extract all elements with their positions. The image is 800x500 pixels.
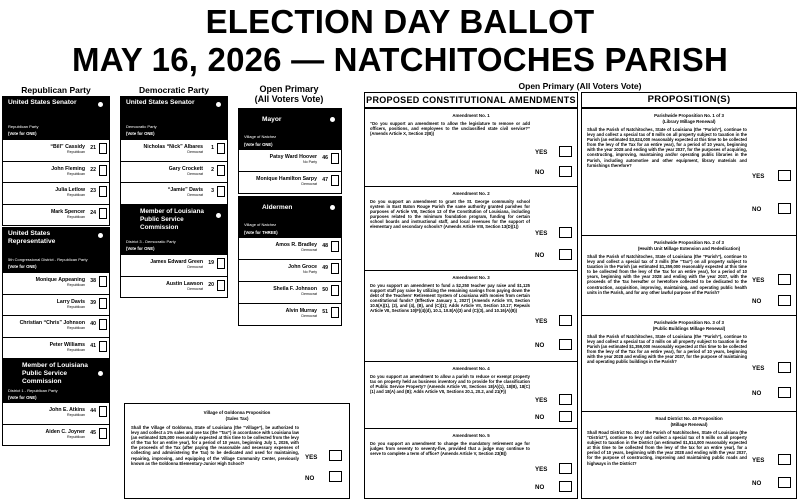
no-checkbox[interactable] xyxy=(559,166,572,177)
candidate-party: Republican xyxy=(67,171,85,176)
candidate-party: Republican xyxy=(67,283,85,287)
yes-checkbox[interactable] xyxy=(559,146,572,157)
measure-title: Amendment No. 2 xyxy=(452,191,490,196)
candidate-row[interactable] xyxy=(2,316,110,338)
candidate-number: 19 xyxy=(208,260,214,266)
office-psc-republican xyxy=(2,359,110,403)
measure-text: Do you support an amendment to grant the St. George community school system in East Baton Rouge Parish the same authority granted parishes for purposes of Article VIII, Section 13 of the Constitution of Louisiana, including purposes related to the minimum foundation program, funding for certain school boards and instructional staff, and local revenues for the support of elementary and secondary schools? (Amends Article VIII, Section 13(D)(1)) xyxy=(370,199,530,230)
open-primary-header xyxy=(233,84,345,104)
candidate-party: Republican xyxy=(67,214,85,219)
candidate-number: 3 xyxy=(211,188,214,194)
proposition-subtitle: (Sales Tax) xyxy=(225,416,249,421)
proposition-text: Shall the Village of Goldonna, State of Louisiana (the “Village”), be authorized to levy and collect a 1% sales and use tax (the “Tax”) in accordance with Louisiana law (an estimated $25,000 reasonably expected at this time to be collected from the levy of the Tax for an entire year), for a period of 10 years, beginning July 1, 2026, with the proceeds of the Tax (after paying the reasonable and necessary expenses of collecting and administering the Tax) to be dedicated and used for maintaining, repairing, improving, and equipping of the Village Community Center, previously known as the Goldonna Elementary-Junior High School? xyxy=(131,425,299,466)
office-title: Mayor xyxy=(262,116,282,123)
vote-checkbox[interactable] xyxy=(99,186,107,197)
candidate-number: 23 xyxy=(90,188,96,194)
no-label: NO xyxy=(752,298,762,305)
republican-party-header: Republican Party xyxy=(21,85,91,95)
vote-checkbox[interactable] xyxy=(331,263,339,274)
ballot-measure xyxy=(365,270,577,361)
candidate-party: Democrat xyxy=(187,265,203,269)
candidate-row[interactable] xyxy=(2,425,110,447)
no-checkbox[interactable] xyxy=(778,203,791,214)
vote-checkbox[interactable] xyxy=(99,319,107,330)
candidate-party: Republican xyxy=(67,413,85,417)
propositions-panel xyxy=(581,92,797,499)
measure-subtitle: (Millage Renewal) xyxy=(670,422,708,427)
vote-instruction: (Vote for THREE) xyxy=(244,230,278,235)
vote-checkbox[interactable] xyxy=(331,307,339,318)
bullet-icon xyxy=(98,371,103,376)
candidate-number: 2 xyxy=(211,166,214,173)
measure-text: Shall Road District No. 40 of the Parish of Natchitoches, State of Louisiana (the “District”), continue to levy and collect a special tax of 5 mills on all property subject to taxation in the District (an estimated $1,514,000 reasonably expected at this time to be collected from the levy of the tax for an entire year), for a period of 10 years, beginning with the year 2028 and ending with the year 2037, for the purpose of constructing, improving and maintaining public roads and highways in the District? xyxy=(587,430,747,466)
vote-checkbox[interactable] xyxy=(99,208,107,219)
candidate-party: Democrat xyxy=(187,171,203,176)
vote-instruction: (Vote for ONE) xyxy=(8,395,37,400)
ballot-measure xyxy=(582,411,796,499)
candidate-party: Democrat xyxy=(187,193,203,197)
measure-subtitle: (Health Unit Millage Extension and Rededication) xyxy=(637,246,741,251)
measure-text: Shall the Parish of Natchitoches, State of Louisiana (the “Parish”), continue to levy and collect a special tax of 8 mills on all property subject to taxation in the Parish (an estimated $3,624,000 reasonably expected at this time to be collected from the levy of the Tax for an entire year), for a period of 10 years, beginning with the year 2028 and ending with the year 2037, for the purposes of acquiring, constructing, improving, maintaining and/or operating public libraries in the Parish, including automotive and other equipment, library materials and furnishings therefore? xyxy=(587,127,747,168)
yes-checkbox[interactable] xyxy=(559,227,572,238)
office-title: United States Representative xyxy=(8,230,56,245)
measure-text: Do you support an amendment to change the mandatory retirement age for judges from seventy to seventy-five, provided that a judge may continue to serve to complete a term of office? (Amends Article V, Section 23(B)) xyxy=(370,441,530,457)
yes-label: YES xyxy=(752,277,765,284)
yes-checkbox[interactable] xyxy=(778,454,791,465)
candidate-party: Republican xyxy=(67,434,85,439)
candidate-number: 40 xyxy=(90,321,96,327)
office-mayor xyxy=(238,108,342,150)
candidate-name: Alvin Murray xyxy=(285,308,317,314)
candidate-row[interactable] xyxy=(2,338,110,360)
candidate-number: 46 xyxy=(322,155,328,161)
office-subtitle: Village of Natchez xyxy=(244,134,277,139)
yes-label: YES xyxy=(535,318,548,325)
candidate-party: Republican xyxy=(67,326,85,330)
candidate-row[interactable] xyxy=(238,304,342,326)
candidate-party: Republican xyxy=(67,347,85,352)
measure-title: Amendment No. 4 xyxy=(452,366,490,371)
candidate-number: 22 xyxy=(90,166,96,173)
measure-subtitle: (Public Buildings Millage Renewal) xyxy=(652,326,726,331)
candidate-number: 50 xyxy=(322,287,328,293)
candidate-party: No Party xyxy=(303,160,317,164)
office-title: United States Senator xyxy=(126,99,195,106)
measure-title: Parishwide Proposition No. 1 of 3 xyxy=(654,113,724,118)
office-subtitle: Village of Natchez xyxy=(244,222,277,227)
no-label: NO xyxy=(535,414,545,421)
no-checkbox[interactable] xyxy=(329,471,342,482)
candidate-row[interactable] xyxy=(2,273,110,295)
candidate-party: Democrat xyxy=(301,292,317,296)
office-psc-democratic xyxy=(120,205,228,255)
ballot-measure xyxy=(365,428,577,498)
vote-checkbox[interactable] xyxy=(99,298,107,309)
candidate-row[interactable] xyxy=(2,140,110,162)
candidate-number: 41 xyxy=(90,342,96,349)
candidate-party: No Party xyxy=(303,270,317,274)
vote-checkbox[interactable] xyxy=(99,341,107,352)
candidate-party: Democrat xyxy=(301,314,317,318)
measure-text: Do you support an amendment to allow a parish to reduce or exempt property tax on property held as business inventory and to provide for the classification of Public Service Property? (Amends Article VII, Sections 18(A)(1), 18(B), 18(C)(1) and 18(A) and (B); Adds Article VII, Sections 20.1, 20.2, and 21(F)) xyxy=(370,374,530,395)
measure-title: Parishwide Proposition No. 2 of 3 xyxy=(654,240,724,245)
measure-text: Do you support an amendment to fund a $2,250 teacher pay raise and $1,125 support staff pay raise by utilizing the remaining savings from paying down the debt of the Teachers' Retirement System of Louisiana with monies from certain constitutional funds? (Effective January 1, 2027) (Amends Article VII, Section 10.5(A)(1), (2), and (4), (B), and (C)(1); Adds Article VII, Section 10.17; Repeals Article VII, Sections 10(F)(4)(d), 10.1, 10.8(A)(3) and (C)(3), and 10.16(A)(8)) xyxy=(370,283,530,314)
office-subtitle: District 3 - Democratic Party xyxy=(126,239,176,244)
candidate-name: Patsy Ward Hoover xyxy=(269,154,317,160)
vote-checkbox[interactable] xyxy=(331,241,339,252)
office-us-senator-republican xyxy=(2,96,110,140)
candidate-name: John Fleming xyxy=(51,165,85,172)
office-title: Member of Louisiana Public Service Commission xyxy=(22,362,88,385)
candidate-row[interactable] xyxy=(238,260,342,282)
candidate-number: 24 xyxy=(90,209,96,216)
candidate-party: Republican xyxy=(67,193,85,197)
vote-checkbox[interactable] xyxy=(217,143,225,154)
no-checkbox[interactable] xyxy=(559,411,572,422)
no-label: NO xyxy=(752,480,762,487)
candidate-row[interactable] xyxy=(238,238,342,260)
yes-label: YES xyxy=(535,466,548,473)
candidate-row[interactable] xyxy=(120,183,228,205)
yes-checkbox[interactable] xyxy=(329,450,342,461)
yes-label: YES xyxy=(752,173,765,180)
candidate-name: John Groce xyxy=(288,264,317,270)
no-checkbox[interactable] xyxy=(559,481,572,492)
ballot-measure xyxy=(582,108,796,235)
no-label: NO xyxy=(535,252,545,259)
ballot-measure xyxy=(582,235,796,315)
measure-subtitle: (Library Millage Renewal) xyxy=(662,119,716,124)
candidate-name: Sheila F. Johnson xyxy=(273,286,317,292)
vote-checkbox[interactable] xyxy=(99,428,107,439)
candidate-row[interactable] xyxy=(120,277,228,299)
all-voters-vote-label: (All Voters Vote) xyxy=(254,94,324,104)
proposition-title: Village of Goldonna Proposition xyxy=(203,410,271,415)
vote-checkbox[interactable] xyxy=(217,186,225,197)
yes-checkbox[interactable] xyxy=(559,463,572,474)
candidate-row[interactable] xyxy=(2,205,110,227)
candidate-number: 48 xyxy=(322,243,328,249)
candidate-row[interactable] xyxy=(2,183,110,205)
candidate-name: Monique Hamilton Sarpy xyxy=(256,176,317,182)
vote-instruction: (Vote for ONE) xyxy=(244,142,273,147)
ballot-date-parish: MAY 16, 2026 — NATCHITOCHES PARISH xyxy=(72,41,728,78)
no-checkbox[interactable] xyxy=(778,295,791,306)
measure-title: Amendment No. 1 xyxy=(452,113,490,118)
ballot-title: ELECTION DAY BALLOT xyxy=(205,3,595,40)
office-us-representative-republican xyxy=(2,227,110,273)
bullet-icon xyxy=(330,117,335,122)
office-subtitle: 5th Congressional District - Republican Party xyxy=(8,257,88,262)
candidate-number: 44 xyxy=(90,408,96,414)
bullet-icon xyxy=(216,102,221,107)
candidate-name: Peter Williams xyxy=(49,341,85,348)
propositions-header: PROPOSITION(S) xyxy=(582,93,796,108)
office-us-senator-democratic xyxy=(120,96,228,140)
constitutional-amendments-panel xyxy=(364,92,578,499)
ballot-measure xyxy=(365,186,577,270)
bullet-icon xyxy=(216,213,221,218)
no-label: NO xyxy=(305,475,315,482)
no-label: NO xyxy=(752,390,762,397)
yes-checkbox[interactable] xyxy=(778,362,791,373)
office-aldermen xyxy=(238,196,342,238)
candidate-name: “Bill” Cassidy xyxy=(50,144,85,150)
measure-text: “Do you support an amendment to allow the legislature to remove or add officers, positions, and employees to the unclassified state civil service?” (Amends Article X, Section 2(B)) xyxy=(370,121,530,137)
vote-checkbox[interactable] xyxy=(99,406,107,417)
open-primary-main-header: Open Primary (All Voters Vote) xyxy=(518,81,642,91)
candidate-party: Democrat xyxy=(301,248,317,252)
candidate-name: Nicholas “Nick” Albares xyxy=(143,144,203,150)
yes-label: YES xyxy=(752,457,765,464)
candidate-name: Amos R. Bradley xyxy=(275,242,317,248)
yes-label: YES xyxy=(535,149,548,156)
no-checkbox[interactable] xyxy=(778,477,791,488)
candidate-number: 51 xyxy=(322,309,328,315)
candidate-party: Republican xyxy=(67,150,85,154)
candidate-row[interactable] xyxy=(238,282,342,304)
candidate-name: Monique Appeaning xyxy=(35,277,85,283)
yes-label: YES xyxy=(535,230,548,237)
candidate-name: John E. Atkins xyxy=(49,407,85,413)
measure-text: Shall the Parish of Natchitoches, State of Louisiana (the “Parish”), continue to levy and collect a special tax of 3 mills (the “Tax”) on all property subject to taxation in the Parish (an estimated $1,359,000 reasonably expected at this time to be collected from the levy of the Tax for an entire year), for a period of 10 years, beginning with the year 2028 and ending with the year 2037, with the proceeds of the Tax hereafter or heretofore collected to be dedicated to the construction, acquisition, improving, maintaining, and operating public health units in the Parish, and for any other lawful purpose of the Parish? xyxy=(587,254,747,295)
candidate-name: Austin Lawson xyxy=(166,280,203,287)
ballot-measure xyxy=(365,108,577,186)
candidate-row[interactable] xyxy=(238,150,342,172)
candidate-name: Christian “Chris” Johnson xyxy=(19,320,85,326)
no-checkbox[interactable] xyxy=(778,387,791,398)
candidate-number: 45 xyxy=(90,429,96,436)
vote-checkbox[interactable] xyxy=(331,175,339,186)
vote-checkbox[interactable] xyxy=(331,285,339,296)
candidate-party: Democrat xyxy=(301,182,317,186)
candidate-number: 38 xyxy=(90,278,96,284)
open-primary-label: Open Primary xyxy=(259,84,319,94)
vote-checkbox[interactable] xyxy=(217,165,225,176)
measure-title: Road District No. 40 Proposition xyxy=(655,416,723,421)
goldonna-proposition xyxy=(124,403,350,499)
candidate-number: 21 xyxy=(90,145,96,151)
candidate-row[interactable] xyxy=(2,295,110,317)
candidate-number: 20 xyxy=(208,281,214,288)
measure-title: Amendment No. 3 xyxy=(452,275,490,280)
candidate-name: Julia Letlow xyxy=(55,187,85,193)
bullet-icon xyxy=(98,233,103,238)
yes-checkbox[interactable] xyxy=(778,170,791,181)
measure-title: Parishwide Proposition No. 3 of 3 xyxy=(654,320,724,325)
candidate-row[interactable] xyxy=(2,162,110,184)
yes-checkbox[interactable] xyxy=(559,315,572,326)
no-label: NO xyxy=(535,484,545,491)
yes-label: YES xyxy=(305,454,318,461)
vote-checkbox[interactable] xyxy=(99,165,107,176)
office-title: Member of Louisiana Public Service Commission xyxy=(140,208,204,231)
candidate-name: Larry Davis xyxy=(56,298,85,305)
candidate-name: Mark Spencer xyxy=(50,208,85,215)
candidate-row[interactable] xyxy=(120,140,228,162)
no-checkbox[interactable] xyxy=(559,339,572,350)
candidate-name: “Jamie” Davis xyxy=(167,187,203,193)
no-label: NO xyxy=(535,169,545,176)
candidate-name: Aiden C. Joyner xyxy=(45,428,85,435)
ballot-measure xyxy=(582,315,796,411)
vote-checkbox[interactable] xyxy=(99,276,107,287)
candidate-name: James Edward Green xyxy=(150,259,203,265)
office-subtitle: District 1 - Republican Party xyxy=(8,388,58,393)
candidate-name: Gary Crockett xyxy=(168,165,203,172)
bullet-icon xyxy=(330,205,335,210)
vote-instruction: (Vote for ONE) xyxy=(126,246,155,251)
no-label: NO xyxy=(752,206,762,213)
candidate-number: 1 xyxy=(211,145,214,151)
office-subtitle: Republican Party xyxy=(8,124,39,129)
candidate-row[interactable] xyxy=(120,162,228,184)
yes-checkbox[interactable] xyxy=(778,274,791,285)
vote-checkbox[interactable] xyxy=(217,280,225,291)
candidate-number: 49 xyxy=(322,265,328,271)
candidate-party: Democrat xyxy=(187,150,203,154)
candidate-party: Democrat xyxy=(187,286,203,291)
vote-instruction: (Vote for ONE) xyxy=(126,131,155,136)
no-label: NO xyxy=(535,342,545,349)
vote-checkbox[interactable] xyxy=(217,258,225,269)
candidate-row[interactable] xyxy=(120,255,228,277)
bullet-icon xyxy=(98,102,103,107)
candidate-row[interactable] xyxy=(2,403,110,425)
candidate-number: 47 xyxy=(322,177,328,183)
yes-checkbox[interactable] xyxy=(559,394,572,405)
vote-instruction: (Vote for ONE) xyxy=(8,264,37,269)
candidate-number: 39 xyxy=(90,299,96,306)
vote-instruction: (Vote for ONE) xyxy=(8,131,37,136)
office-title: United States Senator xyxy=(8,99,77,106)
yes-label: YES xyxy=(752,365,765,372)
vote-checkbox[interactable] xyxy=(99,143,107,154)
candidate-row[interactable] xyxy=(238,172,342,194)
vote-checkbox[interactable] xyxy=(331,153,339,164)
office-subtitle: Democratic Party xyxy=(126,124,157,129)
measure-title: Amendment No. 5 xyxy=(452,433,490,438)
ballot-measure xyxy=(365,361,577,428)
amendments-header: PROPOSED CONSTITUTIONAL AMENDMENTS xyxy=(365,93,577,108)
office-title: Aldermen xyxy=(262,204,293,211)
no-checkbox[interactable] xyxy=(559,249,572,260)
democratic-party-header: Democratic Party xyxy=(139,85,209,95)
measure-text: Shall the Parish of Natchitoches, State of Louisiana (the “Parish”), continue to levy and collect a special tax of 3 mills on all property subject to taxation in the Parish (an estimated $1,359,000 reasonably expected at this time to be collected from the levy of the Tax for an entire year), for a period of 10 years, beginning with the year 2028 and ending with the year 2037, for the purpose of maintaining and operating public buildings in the Parish? xyxy=(587,334,747,365)
candidate-party: Republican xyxy=(67,304,85,309)
yes-label: YES xyxy=(535,397,548,404)
